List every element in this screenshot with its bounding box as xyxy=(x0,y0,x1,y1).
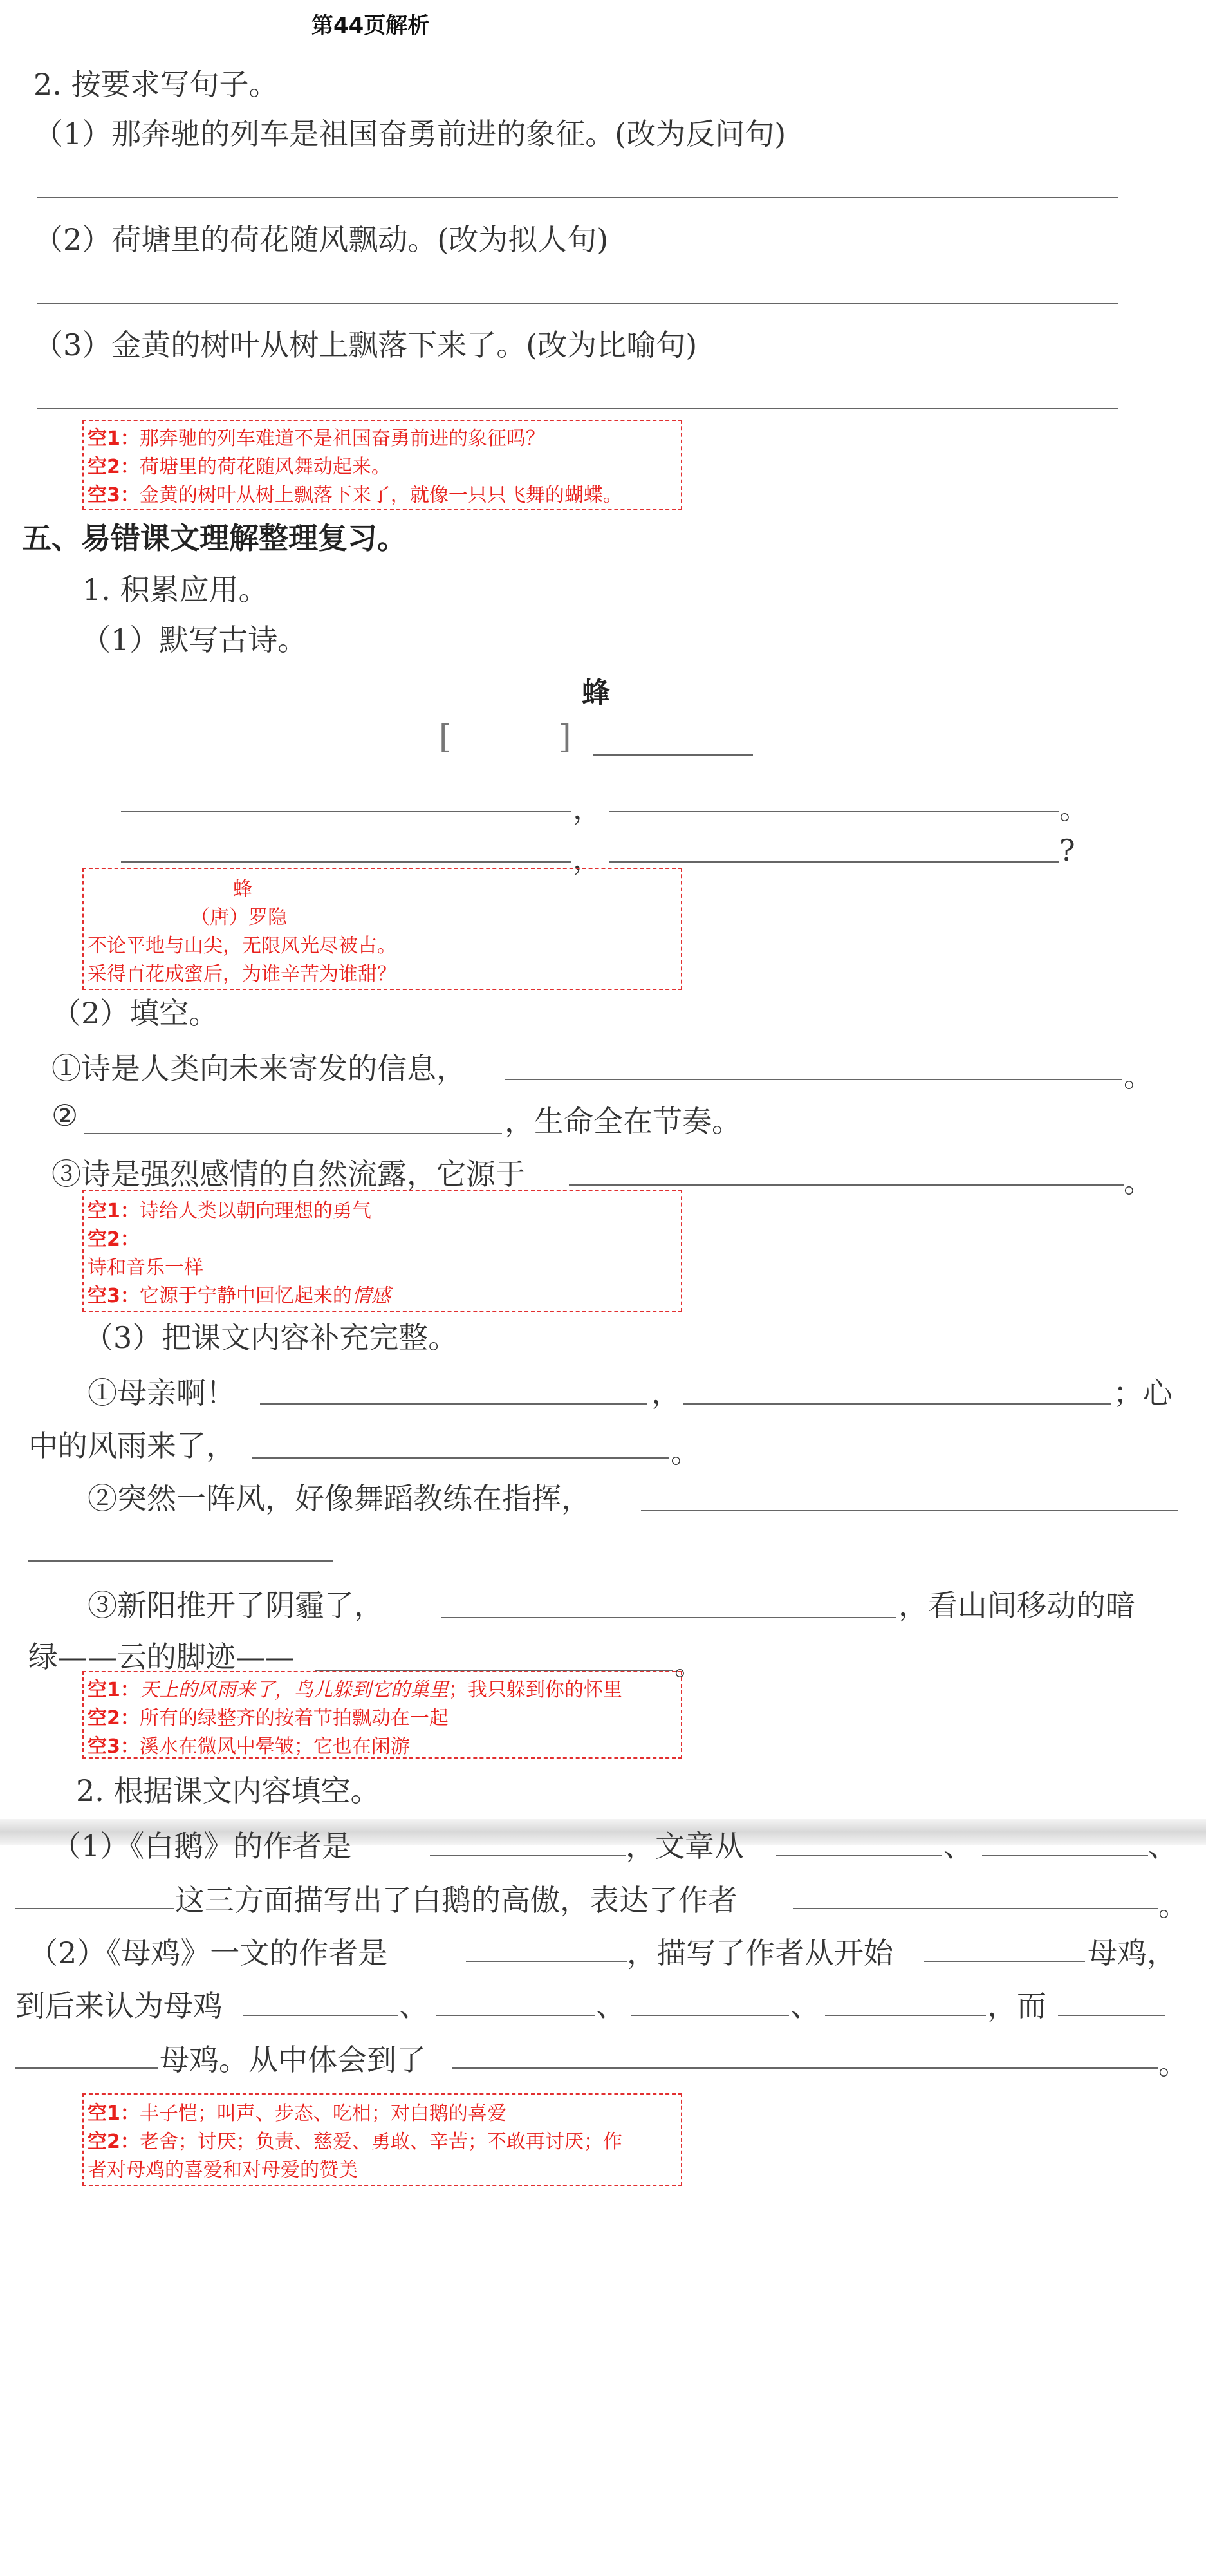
fill2-r3c: 母鸡， xyxy=(1088,1936,1176,1970)
fill-b-prefix: ② xyxy=(51,1098,79,1133)
subsection-1-1-title: （1）默写古诗。 xyxy=(81,622,308,657)
answer-line xyxy=(37,303,1118,304)
fill-blank xyxy=(505,1079,1122,1080)
fill2-blank xyxy=(924,1961,1085,1962)
comma: ， xyxy=(573,791,602,826)
comma: ， xyxy=(573,841,602,876)
poem-title: 蜂 xyxy=(582,677,610,709)
fill2-blank xyxy=(631,2015,789,2016)
fill-b-suffix: ，生命全在节奏。 xyxy=(505,1104,741,1139)
section-5-title: 五、易错课文理解整理复习。 xyxy=(22,521,407,555)
complete-answer-2: 空2：所有的绿整齐的按着节拍飘动在一起 xyxy=(88,1707,449,1730)
fill-blank xyxy=(84,1133,502,1134)
complete-c2: ，看山间移动的暗 xyxy=(898,1588,1135,1623)
complete-blank xyxy=(683,1403,1111,1405)
fill2-blank xyxy=(430,1855,626,1856)
question-2-item-2: （2）荷塘里的荷花随风飘动。(改为拟人句) xyxy=(33,222,609,257)
comma: ， xyxy=(651,1376,681,1410)
fill2-r5: 母鸡。从中体会到了 xyxy=(160,2042,426,2077)
fill2-answer-2: 空2：老舍；讨厌；负责、慈爱、勇敢、辛苦；不敢再讨厌；作 xyxy=(88,2131,622,2153)
complete-a2: ；心 xyxy=(1113,1376,1173,1410)
answer-line xyxy=(37,408,1118,409)
complete-c3: 绿——云的脚迹—— xyxy=(28,1639,295,1674)
fill2-r1: （1）《白鹅》的作者是 xyxy=(51,1829,352,1863)
subsection-1-title: 1. 积累应用。 xyxy=(82,572,268,607)
subsection-1-2-title: （2）填空。 xyxy=(51,996,219,1031)
poem-answer-title: 蜂 xyxy=(233,878,252,901)
fill2-r4b: ，而 xyxy=(987,1988,1046,2023)
complete-blank xyxy=(441,1617,896,1618)
question-2-item-1: （1）那奔驰的列车是祖国奋勇前进的象征。(改为反问句) xyxy=(33,117,786,151)
period: 。 xyxy=(671,1435,700,1470)
poem-blank xyxy=(609,811,1059,812)
dun-mark: 、 xyxy=(1148,1829,1178,1863)
answer-line-3: 空3：金黄的树叶从树上飘落下来了，就像一只只飞舞的蝴蝶。 xyxy=(88,484,622,507)
fill-answer-2: 诗和音乐一样 xyxy=(88,1256,203,1279)
fill2-r4: 到后来认为母鸡 xyxy=(15,1988,223,2023)
fill2-blank xyxy=(982,1855,1148,1856)
complete-a3: 中的风雨来了， xyxy=(28,1428,236,1463)
fill2-blank xyxy=(466,1961,627,1962)
complete-c1: ③新阳推开了阴霾了， xyxy=(88,1588,384,1623)
fill2-r3: （2）《母鸡》一文的作者是 xyxy=(28,1936,388,1970)
question-2-item-3: （3）金黄的树叶从树上飘落下来了。(改为比喻句) xyxy=(33,328,698,362)
fill-c: ③诗是强烈感情的自然流露，它源于 xyxy=(51,1157,525,1191)
complete-answer-1: 空1：天上的风雨来了，鸟儿躲到它的巢里；我只躲到你的怀里 xyxy=(88,1679,622,1701)
period: 。 xyxy=(674,1647,704,1682)
poem-answer-author: （唐）罗隐 xyxy=(190,906,287,929)
question-mark: ? xyxy=(1059,833,1075,868)
poem-answer-line-1: 不论平地与山尖，无限风光尽被占。 xyxy=(88,935,396,957)
fill-answer-2-label: 空2： xyxy=(88,1228,140,1251)
dun-mark: 、 xyxy=(596,1988,626,2023)
bracket-right: ] xyxy=(559,718,571,756)
fill2-r3b: ，描写了作者从开始 xyxy=(627,1936,893,1970)
bracket-left: [ xyxy=(439,718,452,756)
fill-answer-1: 空1：诗给人类以朝向理想的勇气 xyxy=(88,1200,371,1222)
fill2-blank xyxy=(15,1908,174,1909)
complete-blank xyxy=(641,1510,1178,1511)
complete-blank xyxy=(28,1560,333,1562)
period: 。 xyxy=(1059,791,1089,826)
fill2-r2: 这三方面描写出了白鹅的高傲，表达了作者 xyxy=(175,1883,738,1918)
fill2-blank xyxy=(776,1855,942,1856)
period: 。 xyxy=(1124,1059,1153,1094)
fill2-r1b: ，文章从 xyxy=(626,1829,744,1863)
poem-blank xyxy=(121,811,571,812)
answer-line-2: 空2：荷塘里的荷花随风舞动起来。 xyxy=(88,456,391,478)
fill2-blank xyxy=(436,2015,595,2016)
answer-line-1: 空1：那奔驰的列车难道不是祖国奋勇前进的象征吗？ xyxy=(88,427,545,450)
period: 。 xyxy=(1124,1164,1153,1199)
poem-blank xyxy=(121,861,571,863)
answer-line xyxy=(37,197,1118,198)
fill2-answer-2-cont: 者对母鸡的喜爱和对母爱的赞美 xyxy=(88,2159,358,2181)
poem-blank xyxy=(609,861,1059,863)
complete-a1: ①母亲啊！ xyxy=(88,1376,236,1410)
fill2-blank xyxy=(452,2067,1158,2069)
subsection-1-3-title: （3）把课文内容补充完整。 xyxy=(84,1320,458,1355)
page-header: 第44页解析 xyxy=(311,13,430,39)
fill2-answer-1: 空1：丰子恺；叫声、步态、吃相；对白鹅的喜爱 xyxy=(88,2102,506,2125)
complete-answer-3: 空3：溪水在微风中晕皱；它也在闲游 xyxy=(88,1735,410,1758)
complete-blank xyxy=(252,1457,669,1459)
fill2-blank xyxy=(1058,2015,1165,2016)
question-2-title: 2. 按要求写句子。 xyxy=(33,67,279,102)
dun-mark: 、 xyxy=(790,1988,820,2023)
fill2-blank xyxy=(793,1908,1158,1909)
fill-a: ①诗是人类向未来寄发的信息， xyxy=(51,1051,466,1086)
dun-mark: 、 xyxy=(399,1988,429,2023)
period: 。 xyxy=(1158,1888,1188,1923)
fill-answer-3: 空3：它源于宁静中回忆起来的情感 xyxy=(88,1285,391,1307)
dun-mark: 、 xyxy=(943,1829,973,1863)
fill2-blank xyxy=(825,2015,986,2016)
complete-b1: ②突然一阵风，好像舞蹈教练在指挥， xyxy=(88,1481,591,1516)
fill2-blank xyxy=(15,2067,158,2069)
fill2-blank xyxy=(243,2015,398,2016)
author-blank xyxy=(593,754,753,756)
subsection-2-title: 2. 根据课文内容填空。 xyxy=(76,1773,380,1808)
complete-blank xyxy=(260,1403,647,1405)
poem-answer-line-2: 采得百花成蜜后，为谁辛苦为谁甜？ xyxy=(88,963,396,985)
fill-blank xyxy=(569,1184,1124,1186)
period: 。 xyxy=(1158,2046,1188,2081)
